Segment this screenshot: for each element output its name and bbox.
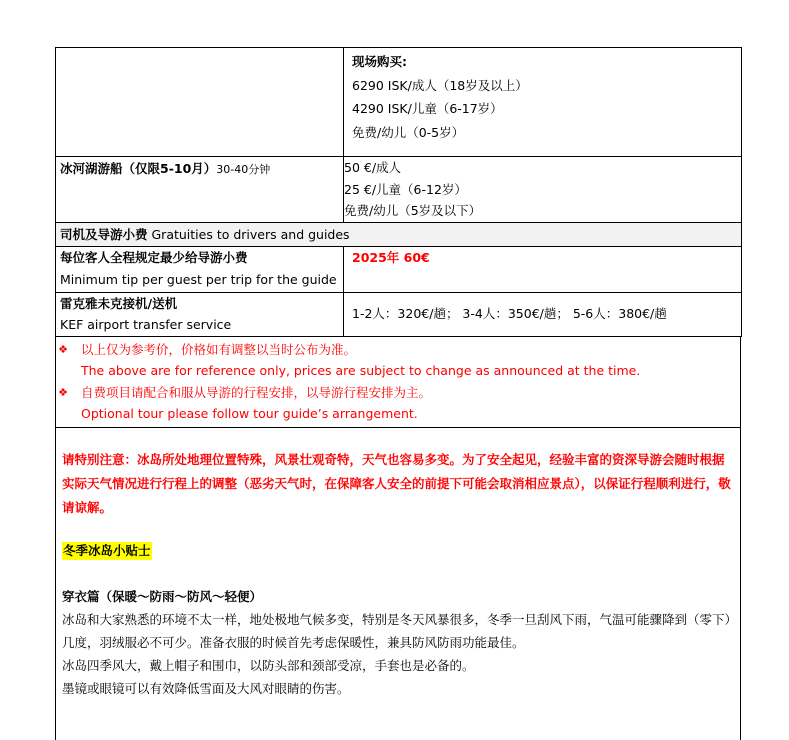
clothing-paragraph: 冰岛四季风大，戴上帽子和围巾，以防头部和颈部受凉，手套也是必备的。 — [62, 657, 475, 673]
document-page — [55, 47, 741, 740]
price-line: 6290 ISK/成人（18岁及以上） — [352, 77, 528, 93]
diamond-bullet-icon: ❖ — [58, 342, 68, 356]
price-line: 25 €/儿童（6-12岁） — [344, 181, 467, 197]
winter-tips-title: 冬季冰岛小贴士 — [63, 542, 151, 558]
label-cell — [56, 157, 344, 223]
onsite-price-cell — [344, 48, 742, 157]
note-en: The above are for reference only, prices are subject to change as announced at the time. — [81, 363, 641, 378]
note-cn: 自费项目请配合和服从导游的行程安排，以导游行程安排为主。 — [81, 384, 432, 400]
label-bold: 雷克雅未克接机/送机 — [60, 295, 178, 311]
empty-cell — [56, 48, 344, 157]
table-row-min-tip — [56, 246, 742, 292]
label-bold: 冰河湖游船（仅限5-10月） — [60, 161, 217, 176]
note-item — [56, 382, 740, 425]
value-cell — [344, 292, 742, 336]
tip-amount: 2025年 60€ — [352, 249, 430, 265]
price-line: 免费/幼儿（0-5岁） — [352, 124, 465, 140]
table-row-airport-transfer — [56, 292, 742, 336]
weather-warning: 请特别注意：冰岛所处地理位置特殊，风景壮观奇特，天气也容易多变。为了安全起见，经验丰富的资深导游会随时根据实际天气情况进行行程上的调整（恶劣天气时，在保障客人安全的前提下可能会取消相应景点），以保证行程顺利进行，敬请谅解。 — [62, 451, 731, 515]
price-table — [55, 47, 742, 337]
value-cell — [344, 157, 742, 223]
tips-section — [55, 428, 741, 740]
table-row-glacier-boat — [56, 157, 742, 223]
price-line: 4290 ISK/儿童（6-17岁） — [352, 101, 503, 116]
label-duration: 30-40分钟 — [216, 163, 271, 176]
label-en: KEF airport transfer service — [60, 317, 232, 332]
note-en: Optional tour please follow tour guide’s arrangement. — [81, 406, 418, 421]
diamond-bullet-icon: ❖ — [58, 385, 68, 399]
onsite-title: 现场购买: — [352, 54, 407, 69]
table-row-gratuities — [56, 222, 742, 246]
transfer-prices: 1-2人：320€/趟； 3-4人：350€/趟； 5-6人：380€/趟 — [352, 306, 667, 321]
note-item — [56, 339, 740, 382]
label-en: Minimum tip per guest per trip for the guide — [60, 272, 337, 287]
label-en: Gratuities to drivers and guides — [151, 226, 350, 242]
table-row-onsite-purchase — [56, 48, 742, 157]
price-line: 免费/幼儿（5岁及以下） — [344, 203, 482, 218]
label-cell — [56, 292, 344, 336]
clothing-paragraph: 冰岛和大家熟悉的环境不太一样，地处极地气候多变，特别是冬天风暴很多，冬季一旦刮风下雨，气温可能骤降到（零下）几度，羽绒服必不可少。准备衣服的时候首先考虑保暖性，兼具防风防雨功能最佳。 — [62, 611, 731, 650]
price-line: 50 €/成人 — [344, 160, 402, 175]
value-cell — [344, 246, 742, 292]
label-bold: 司机及导游小费 — [60, 226, 148, 242]
gratuities-header-cell — [56, 222, 742, 246]
label-bold: 每位客人全程规定最少给导游小费 — [60, 249, 248, 265]
clothing-heading: 穿衣篇（保暖～防雨～防风～轻便） — [62, 588, 263, 604]
notes-box — [55, 337, 741, 428]
clothing-paragraph: 墨镜或眼镜可以有效降低雪面及大风对眼睛的伤害。 — [62, 680, 350, 696]
label-cell — [56, 246, 344, 292]
note-cn: 以上仅为参考价，价格如有调整以当时公布为准。 — [81, 341, 357, 357]
